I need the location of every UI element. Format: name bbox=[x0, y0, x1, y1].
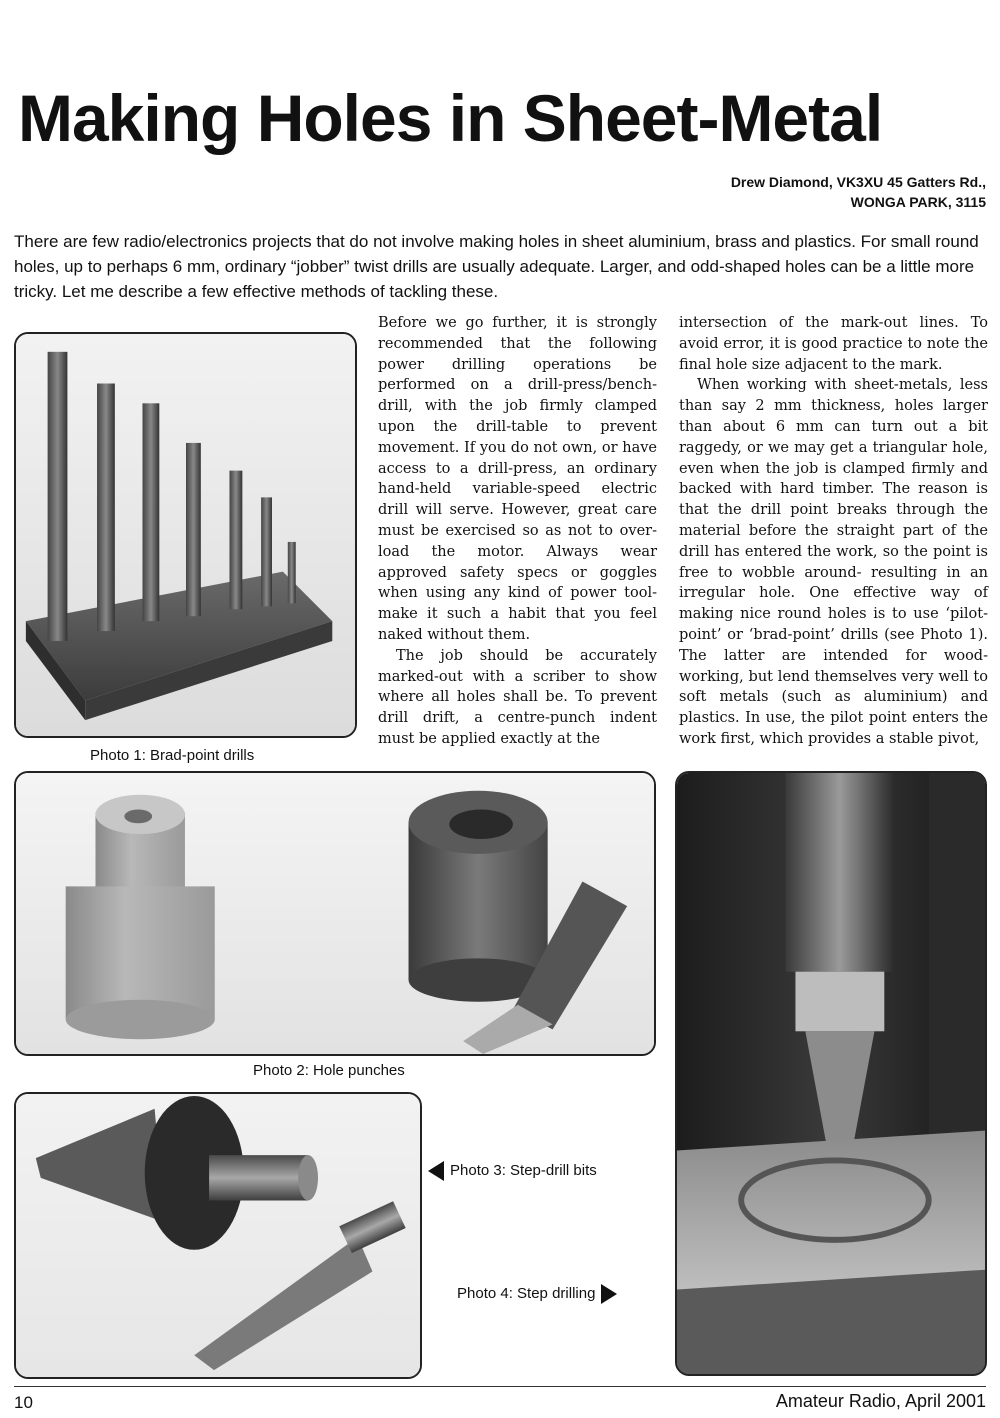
byline-line-1: Drew Diamond, VK3XU 45 Gatters Rd., bbox=[730, 174, 986, 190]
column-2 bbox=[679, 313, 988, 750]
column-2-paragraph-2: When working with sheet-metals, less than say 2 mm thickness, holes larger than about 6 mm can turn out a bit raggedy, or we may get a triangular hole, even when the job is clamped firmly and backed with hard timber. The reason is that the drill point breaks through the material before the straight part of the drill has entered the work, so the point is free to wobble around- resulting in an irregular hole. One effective way of making nice round holes is to use ‘pilot-point’ or ‘brad-point’ drills (see Photo 1). The latter are intended for wood-working, but lend themselves very well to soft metals (such as aluminium) and plastics. In use, the pilot point enters the work first, which provides a stable pivot, bbox=[679, 377, 988, 747]
photo-4-image bbox=[677, 773, 985, 1374]
photo-3-caption-text: Photo 3: Step-drill bits bbox=[450, 1161, 597, 1179]
column-1-paragraph-2: The job should be accurately marked-out with a scriber to show where all holes shall be. To prevent drill drift, a centre-punch indent must be applied exactly at the bbox=[378, 647, 657, 747]
photo-1-image bbox=[16, 334, 355, 736]
intro-paragraph: There are few radio/electronics projects that do not involve making holes in sheet aluminium, brass and plastics. For small round holes, up to perhaps 6 mm, ordinary “jobber” twist drills are usually adequate. Larger, and odd-shaped holes can be a little more tricky. Let me describe a few effective methods of tackling these. bbox=[14, 232, 979, 301]
photo-1-brad-point-drills bbox=[14, 332, 357, 738]
photo-2-caption: Photo 2: Hole punches bbox=[253, 1062, 405, 1079]
footer-rule bbox=[14, 1386, 986, 1387]
photo-3-image bbox=[16, 1094, 420, 1377]
photo-2-hole-punches bbox=[14, 771, 656, 1056]
column-2-paragraph-1: intersection of the mark-out lines. To avoid error, it is good practice to note the final hole size adjacent to the mark. bbox=[679, 315, 988, 373]
photo-1-caption: Photo 1: Brad-point drills bbox=[90, 747, 255, 764]
page-number: 10 bbox=[14, 1393, 33, 1412]
photo-4-step-drilling bbox=[675, 771, 987, 1376]
author-byline bbox=[731, 172, 986, 212]
photo-3-caption bbox=[428, 1161, 597, 1181]
arrow-right-icon bbox=[601, 1284, 617, 1304]
article-title: Making Holes in Sheet-Metal bbox=[18, 81, 883, 155]
photo-4-caption-text: Photo 4: Step drilling bbox=[457, 1284, 596, 1302]
photo-2-image bbox=[16, 773, 654, 1054]
column-1-paragraph-1: Before we go further, it is strongly recommended that the following power drilling operations be performed on a drill-press/bench-drill, with the job firmly clamped upon the drill-table to prevent movement. If you do not own, or have access to a drill-press, an ordinary hand-held variable-speed electric drill will serve. However, great care must be exercised so as not to over-load the motor. Always wear approved safety specs or goggles when using any kind of power tool- make it such a habit that you feel naked without them. bbox=[378, 315, 657, 643]
photo-4-caption bbox=[457, 1284, 617, 1304]
byline-line-2: WONGA PARK, 3115 bbox=[850, 194, 986, 210]
column-1 bbox=[378, 313, 657, 750]
photo-3-step-drill-bits bbox=[14, 1092, 422, 1379]
publication-name: Amateur Radio, April 2001 bbox=[775, 1391, 986, 1411]
arrow-left-icon bbox=[428, 1161, 444, 1181]
